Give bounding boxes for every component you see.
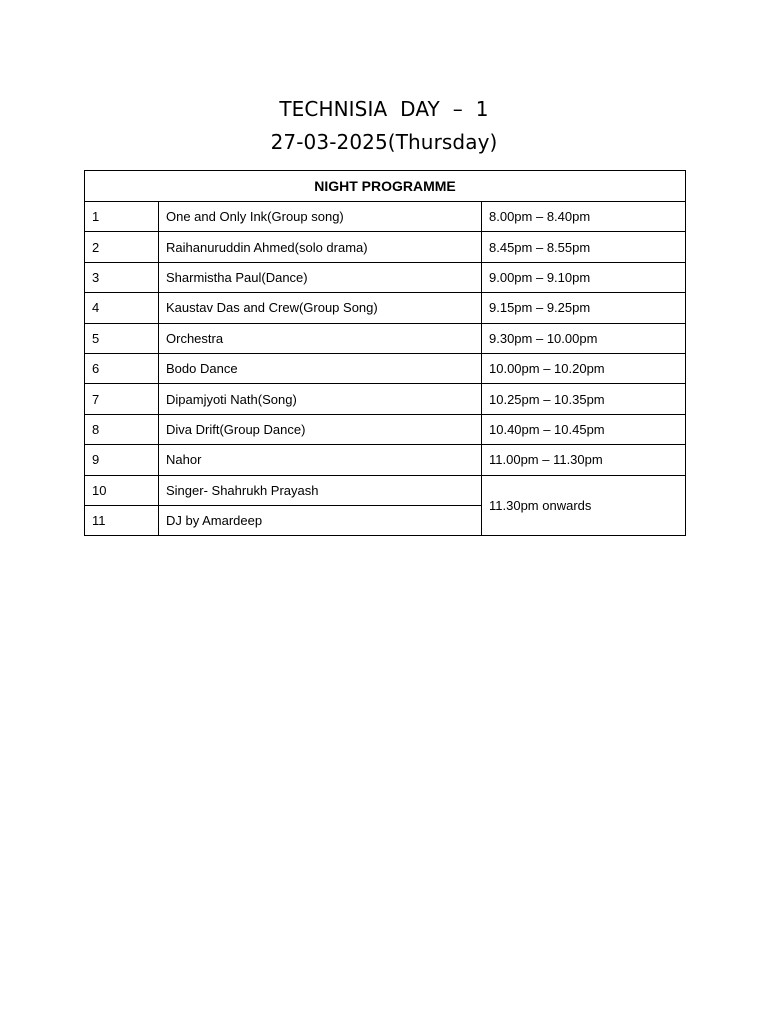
table-row [85, 414, 686, 444]
table-row [85, 384, 686, 414]
row-number: 6 [85, 353, 159, 383]
event-time: 11.00pm – 11.30pm [482, 445, 686, 475]
table-row [85, 323, 686, 353]
event-time: 8.45pm – 8.55pm [482, 232, 686, 262]
event-time: 11.30pm onwards [482, 475, 686, 536]
event-time: 10.40pm – 10.45pm [482, 414, 686, 444]
document-date: 27-03-2025(Thursday) [270, 130, 498, 154]
row-number: 3 [85, 262, 159, 292]
event-name: Kaustav Das and Crew(Group Song) [159, 293, 482, 323]
row-number: 9 [85, 445, 159, 475]
row-number: 10 [85, 475, 159, 505]
event-name: Orchestra [159, 323, 482, 353]
event-name: Nahor [159, 445, 482, 475]
event-name: Sharmistha Paul(Dance) [159, 262, 482, 292]
event-time: 9.15pm – 9.25pm [482, 293, 686, 323]
table-row [85, 232, 686, 262]
event-time: 9.00pm – 9.10pm [482, 262, 686, 292]
table-row [85, 353, 686, 383]
row-number: 7 [85, 384, 159, 414]
document-title: TECHNISIA DAY – 1 [279, 97, 489, 121]
event-name: One and Only Ink(Group song) [159, 202, 482, 232]
row-number: 8 [85, 414, 159, 444]
table-row [85, 293, 686, 323]
row-number: 2 [85, 232, 159, 262]
event-name: Bodo Dance [159, 353, 482, 383]
event-time: 8.00pm – 8.40pm [482, 202, 686, 232]
event-time: 10.00pm – 10.20pm [482, 353, 686, 383]
row-number: 1 [85, 202, 159, 232]
table-row [85, 262, 686, 292]
event-name: DJ by Amardeep [159, 505, 482, 535]
event-name: Raihanuruddin Ahmed(solo drama) [159, 232, 482, 262]
table-heading-row [85, 171, 686, 202]
row-number: 4 [85, 293, 159, 323]
row-number: 5 [85, 323, 159, 353]
table-row [85, 475, 686, 505]
table-row [85, 202, 686, 232]
event-name: Dipamjyoti Nath(Song) [159, 384, 482, 414]
row-number: 11 [85, 505, 159, 535]
table-row [85, 445, 686, 475]
event-time: 9.30pm – 10.00pm [482, 323, 686, 353]
night-programme-table [84, 170, 686, 536]
table-heading: NIGHT PROGRAMME [85, 171, 686, 202]
event-time: 10.25pm – 10.35pm [482, 384, 686, 414]
event-name: Singer- Shahrukh Prayash [159, 475, 482, 505]
event-name: Diva Drift(Group Dance) [159, 414, 482, 444]
